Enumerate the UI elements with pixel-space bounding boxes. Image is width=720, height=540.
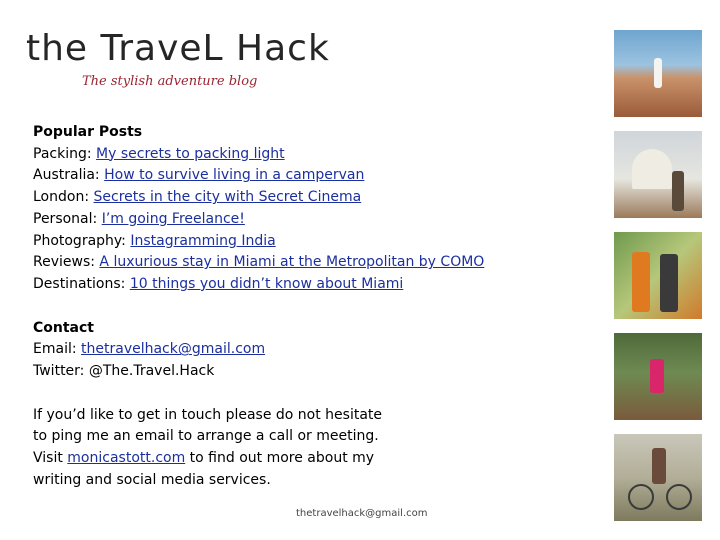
contact-email (33, 339, 593, 361)
paragraph-text-before: If you’d like to get in touch please do not hesitate to ping me an email to arrange a call or meeting. Visit (33, 406, 383, 467)
post-category: London: (33, 189, 90, 206)
twitter-handle: @The.Travel.Hack (88, 363, 215, 380)
post-item (33, 209, 593, 231)
india-friends-photo-icon (614, 232, 702, 319)
email-label: Email: (33, 341, 77, 358)
post-link[interactable]: Instagramming India (130, 232, 276, 249)
post-item (33, 274, 593, 296)
post-link[interactable]: My secrets to packing light (96, 145, 285, 162)
popular-posts-heading: Popular Posts (33, 124, 143, 140)
post-category: Australia: (33, 167, 100, 184)
post-category: Personal: (33, 210, 98, 227)
main-content (33, 122, 593, 492)
post-link[interactable]: Secrets in the city with Secret Cinema (93, 189, 362, 206)
logo-title: the TraveL Hack (26, 28, 330, 69)
post-category: Reviews: (33, 254, 95, 271)
footer-email: thetravelhack@gmail.com (296, 508, 428, 519)
post-link[interactable]: How to survive living in a campervan (104, 167, 365, 184)
contact-twitter (33, 361, 593, 383)
post-link[interactable]: 10 things you didn’t know about Miami (129, 275, 404, 292)
post-link[interactable]: I’m going Freelance! (101, 210, 245, 227)
post-item (33, 144, 593, 166)
taj-mahal-photo-icon (614, 131, 702, 218)
post-item (33, 187, 593, 209)
twitter-label: Twitter: (33, 363, 85, 380)
bridge-photo-icon (614, 333, 702, 420)
post-item (33, 165, 593, 187)
paragraph-text-after: to find out more about my writing and social media services. (33, 450, 375, 488)
post-item (33, 252, 593, 274)
logo-tagline: The stylish adventure blog (82, 74, 258, 89)
email-link[interactable]: thetravelhack@gmail.com (81, 341, 266, 358)
contact-paragraph (33, 405, 393, 492)
post-link[interactable]: A luxurious stay in Miami at the Metropolitan by COMO (99, 254, 485, 271)
photo-column (614, 30, 702, 535)
post-item (33, 231, 593, 253)
post-category: Photography: (33, 232, 126, 249)
canyon-photo-icon (614, 30, 702, 117)
post-category: Destinations: (33, 275, 126, 292)
contact-heading: Contact (33, 319, 94, 336)
logo (26, 28, 330, 100)
bicycle-photo-icon (614, 434, 702, 521)
post-category: Packing: (33, 145, 92, 162)
website-link[interactable]: monicastott.com (67, 450, 186, 467)
